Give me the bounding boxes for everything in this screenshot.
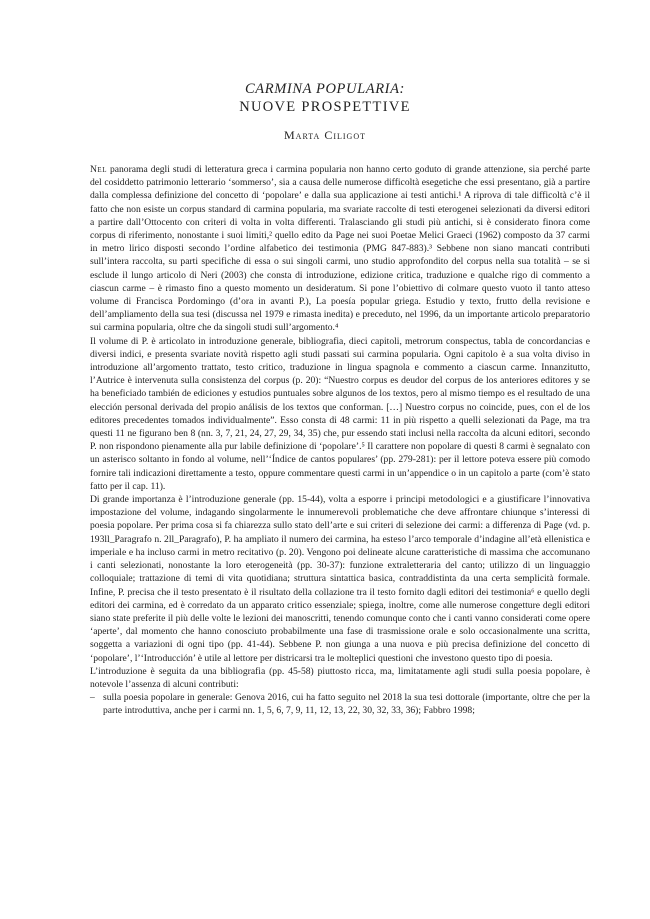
list-dash: – [90,692,95,704]
list-item [90,691,590,717]
paragraph-4 [90,665,590,691]
paragraph-3 [90,493,590,665]
paragraph-1 [90,163,590,335]
paragraph-text: L’introduzione è seguita da una bibliografia (pp. 45-58) piuttosto ricca, ma, limitatamente agli studi sulla poesia popolare, è notevole l’assenza di alcuni contributi: [90,665,590,690]
paragraph-text: panorama degli studi di letteratura greca i carmina popularia non hanno certo goduto di grande attenzione, sia perché parte del cosiddetto patrimonio letterario ‘sommerso’, sia a causa delle numerose difficoltà esegetiche che essi presentano, già a partire dalla complessa definizione del concetto di ‘popolare’ e dalla sua applicazione ai testi antichi.¹ A riprova di tale difficoltà c’è il fatto che non esiste un corpus standard di carmina popularia, ma svariate raccolte di testi eterogenei selezionati da diversi editori a partire dall’Ottocento con criteri di volta in volta differenti. Tralasciando gli studi più antichi, si è considerato finora come corpus di riferimento, nonostante i suoi limiti,² quello edito da Page nei suoi Poetae Melici Graeci (1962) composto da 37 carmi in metro lirico disposti secondo l’ordine alfabetico dei testimonia (PMG 847-883).³ Sebbene non siano mancati contributi sull’intera raccolta, su parti specifiche di essa o sui singoli carmi, uno studio approfondito del corpus nella sua totalità – se si esclude il lungo articolo di Neri (2003) che consta di introduzione, edizione critica, traduzione e qualche rigo di commento a ciascun carme – è rimasto fino a questo momento un desideratum. Si pone l’obiettivo di colmare questo vuoto il tanto atteso volume di Francisca Pordomingo (d’ora in avanti P.), La poesía popular griega. Estudio y texto, frutto della revisione e dell’ampliamento della sua tesi (discussa nel 1979 e rimasta inedita) e preceduto, nel 1996, da un importante articolo preparatorio sui carmina popularia, oltre che da singoli studi sull’argomento.⁴ [90,164,590,334]
paragraph-2 [90,335,590,493]
author-name: Marta Ciligot [284,128,366,142]
paragraph-text: Di grande importanza è l’introduzione generale (pp. 15-44), volta a esporre i principi metodologici e a giustificare l’innovativa impostazione del volume, indagando singolarmente le innumerevoli problematiche che deve affrontare chiunque s’interessi di poesia popolare. Per prima cosa si fa chiarezza sullo stato dell’arte e sui criteri di selezione dei carmi: a differenza di Page (vd. p. 193ll_Paragrafo n. 2ll_Paragrafo), P. ha ampliato il numero dei carmina, ha esteso l’arco temporale d’indagine all’età ellenistica e imperiale e ha incluso carmi in metro recitativo (p. 20). Vengono poi delineate alcune caratteristiche di massima che accomunano i canti selezionati, nonostante la loro eterogeneità (pp. 30-37): funzione extraletteraria del canto; utilizzo di un linguaggio colloquiale; trattazione di temi di vita quotidiana; struttura sintattica basica, contraddistinta da una certa semplicità formale. Infine, P. precisa che il testo presentato è il risultato della collazione tra il testo fornito dagli editori dei testimonia⁶ e quello degli editori dei carmina, ed è corredato da un apparato critico essenziale; spiega, inoltre, come alle numerose congetture degli editori siano state preferite il più delle volte le lezioni dei manoscritti, tenendo comunque conto che i canti vanno considerati come opere ‘aperte’, dal momento che hanno conosciuto probabilmente una fase di trasmissione orale e solo occasionalmente una scritta, soggetta a variazioni di ogni tipo (pp. 41-44). Sebbene P. non giunga a una nuova e più precisa definizione del concetto di ‘popolare’, l’‘Introducción’ è utile al lettore per districarsi tra le molteplici questioni che investono questo tipo di poesia. [90,494,590,664]
paragraph-text: Il volume di P. è articolato in introduzione generale, bibliografia, dieci capitoli, metrorum conspectus, tabla de concordancias e diversi indici, e presenta svariate novità rispetto agli studi passati sui carmina popularia. Ogni capitolo è a sua volta diviso in introduzione all’argomento trattato, testo critico, traduzione in lingua spagnola e commento a ciascun carme. Innanzitutto, l’Autrice è intervenuta sulla consistenza del corpus (p. 20): “Nuestro corpus es deudor del corpus de los anteriores editores y se ha beneficiado también de ediciones y estudios puntuales sobre algunos de los textos, pero al mismo tiempo es el resultado de una elección personal derivada del propio análisis de los textos que conforman. […] Nuestro corpus no coincide, pues, con el de los editores precedentes tomados individualmente”. Esso consta di 48 carmi: 11 in più rispetto a quelli selezionati da Page, ma tra questi 11 ne figurano ben 8 (nn. 3, 7, 21, 24, 27, 29, 34, 35) che, pur essendo stati inclusi nella raccolta da alcuni editori, secondo P. non rispondono pienamente alla pur labile definizione di ‘popolare’.⁵ Il carattere non popolare di questi 8 carmi è segnalato con un asterisco soltanto in fondo al volume, nell’‘Índice de cantos populares’ (pp. 279-281): per il lettore poteva essere più comodo fornire tali indicazioni direttamente a testo, oppure commentare questi carmi in un’appendice o in un capitolo a parte (com’è stato fatto per il cap. 11). [90,335,590,492]
contributions-list [90,691,590,717]
list-item-text: sulla poesia popolare in generale: Genova 2016, cui ha fatto seguito nel 2018 la sua tesi dottorale (importante, oltre che per la parte introduttiva, anche per i carmi nn. 1, 5, 6, 7, 9, 11, 12, 13, 22, 30, 32, 33, 36); Fabbro 1998; [103,692,590,717]
article-body [90,163,590,718]
article-title-line1: CARMINA POPULARIA: [245,81,405,97]
article-title-line2: NUOVE PROSPETTIVE [239,99,411,115]
paragraph-lead-caps: Nel [90,164,107,175]
